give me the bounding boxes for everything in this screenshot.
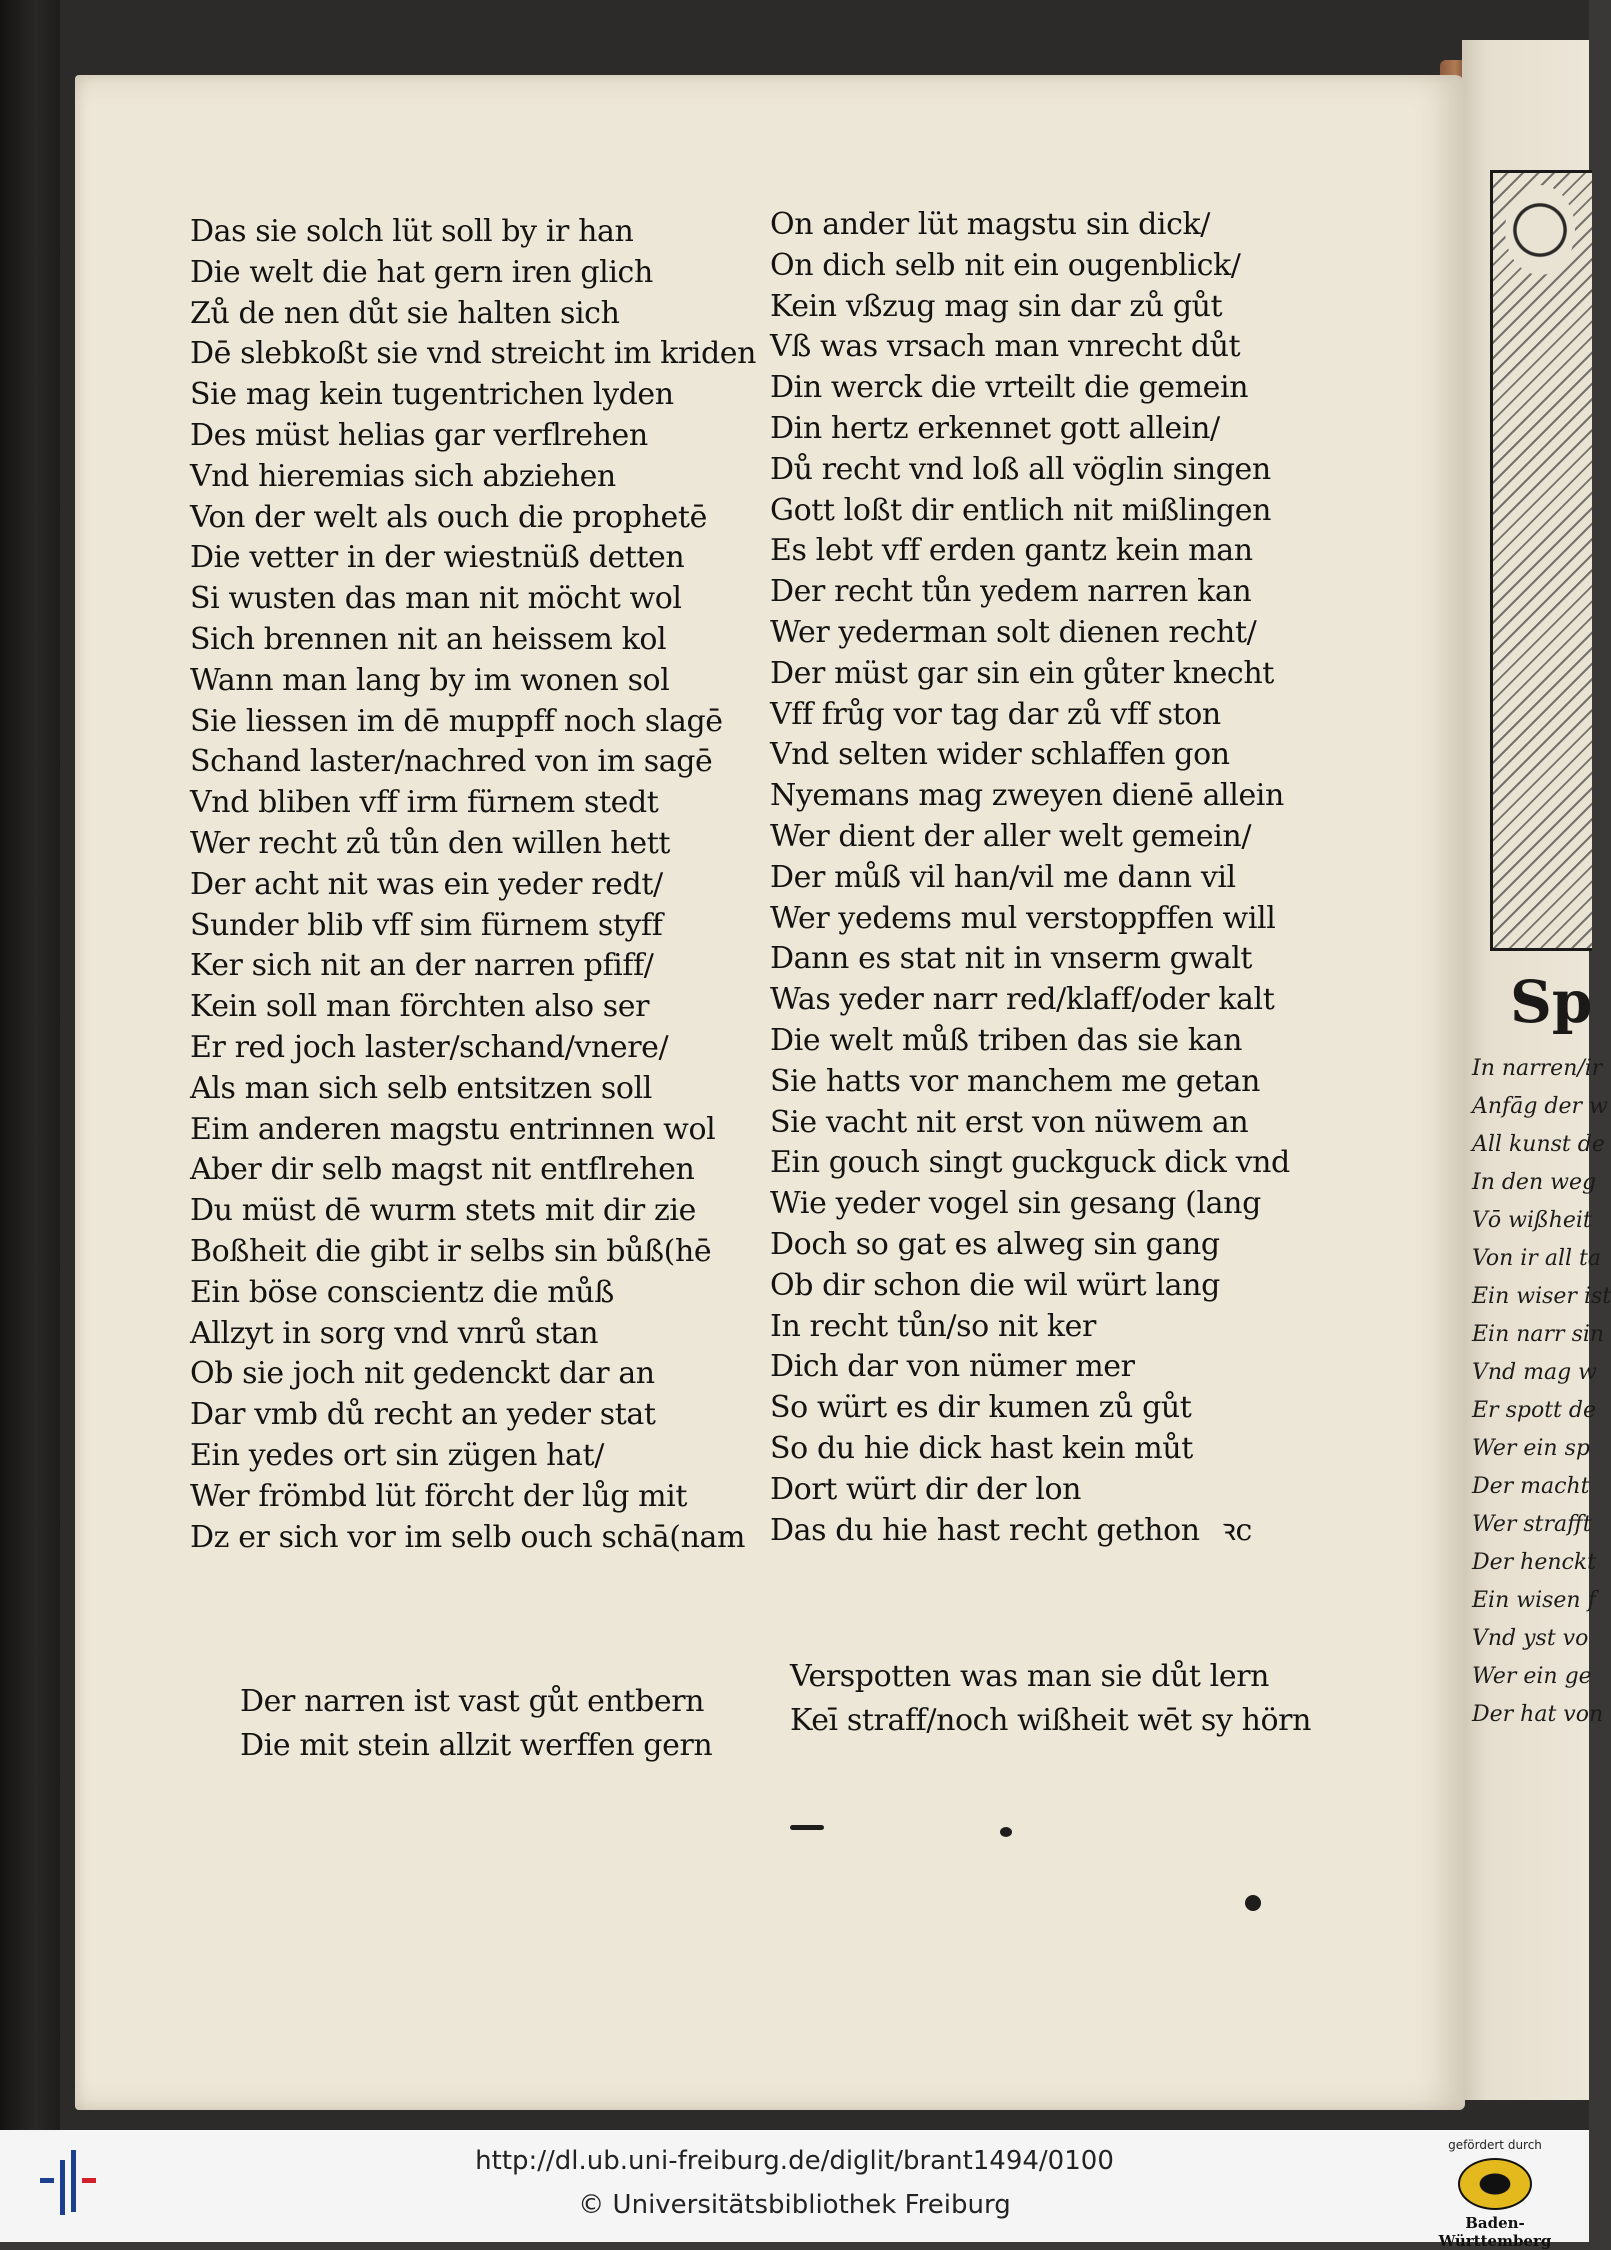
verse-line: In recht tůn/so nit ker	[770, 1308, 1096, 1344]
verse-line: Was yeder narr red/klaff/oder kalt	[770, 982, 1275, 1018]
verse-line: Der müst gar sin ein gůter knecht	[770, 655, 1274, 691]
verse-line: Ein böse conscientz die můß	[190, 1274, 614, 1310]
funder-name: Baden-Württemberg	[1438, 2214, 1552, 2250]
verse-line: Der acht nit was ein yeder redt/	[190, 866, 663, 902]
verse-line: Die welt můß triben das sie kan	[770, 1022, 1242, 1058]
verse-line: Sie mag kein tugentrichen lyden	[190, 377, 674, 413]
verse-line: Din hertz erkennet gott allein/	[770, 410, 1220, 446]
motto-line: Die mit stein allzit werffen gern	[240, 1728, 713, 1763]
verse-line: Die vetter in der wiestnüß detten	[190, 540, 685, 576]
motto-left	[240, 1680, 712, 1768]
verse-line: Der recht tůn yedem narren kan	[770, 574, 1252, 610]
verse-line: Din werck die vrteilt die gemein	[770, 370, 1249, 406]
verse-line: Sie liessen im dē muppff noch slagē	[190, 703, 723, 739]
ink-spot	[1245, 1895, 1261, 1911]
facing-page-line: Der henckt	[1472, 1550, 1597, 1575]
verse-line: Kein soll man förchten also ser	[190, 989, 650, 1025]
verse-line: Gott loßt dir entlich nit mißlingen	[770, 492, 1271, 528]
facing-page-line: Wer ein sp	[1472, 1436, 1590, 1461]
verse-line: Dar vmb dů recht an yeder stat	[190, 1397, 656, 1433]
verse-line: Von der welt als ouch die prophetē	[190, 499, 707, 535]
end-mark: ꝛc	[1221, 1512, 1252, 1548]
woodcut-illustration	[1490, 170, 1592, 951]
verse-line: Vß was vrsach man vnrecht důt	[770, 329, 1241, 365]
verse-line: Ob sie joch nit gedenckt dar an	[190, 1356, 655, 1392]
facing-page-line: Der macht	[1472, 1474, 1590, 1499]
verse-line-with-end-mark	[770, 1511, 1345, 1552]
verse-line: Es lebt vff erden gantz kein man	[770, 533, 1253, 569]
verse-line: Zů de nen důt sie halten sich	[190, 295, 620, 331]
copyright-text: © Universitätsbibliothek Freiburg	[578, 2190, 1011, 2220]
ink-mark	[1000, 1827, 1012, 1837]
verse-line: Sunder blib vff sim fürnem styff	[190, 907, 663, 943]
verse-line: Wie yeder vogel sin gesang (lang	[770, 1186, 1261, 1222]
verse-line: Dů recht vnd loß all vöglin singen	[770, 451, 1271, 487]
verse-line: Vnd bliben vff irm fürnem stedt	[190, 785, 659, 821]
verse-line: Ein gouch singt guckguck dick vnd	[770, 1145, 1290, 1181]
facing-page-heading: Sp	[1510, 968, 1593, 1036]
verse-line: Si wusten das man nit möcht wol	[190, 581, 682, 617]
right-text-column	[770, 205, 1345, 1551]
verse-line: Ob dir schon die wil würt lang	[770, 1267, 1220, 1303]
verse-line: Wer recht zů tůn den willen hett	[190, 825, 671, 861]
facing-page-line: All kunst de	[1472, 1132, 1605, 1157]
motto-right	[790, 1655, 1311, 1743]
verse-line: Das sie solch lüt soll by ir han	[190, 214, 634, 249]
verse-line: Doch so gat es alweg sin gang	[770, 1226, 1220, 1262]
verse-line: Wer frömbd lüt förcht der lůg mit	[190, 1478, 688, 1514]
facing-page-line: Von ir all ta	[1472, 1246, 1601, 1271]
verse-line: Dann es stat nit in vnserm gwalt	[770, 941, 1253, 977]
verse-line: Vnd selten wider schlaffen gon	[770, 737, 1230, 773]
funder-label: gefördert durch	[1448, 2138, 1542, 2152]
verse-line: Vnd hieremias sich abziehen	[190, 458, 616, 494]
book-binding	[0, 0, 60, 2130]
verse-line: Aber dir selb magst nit entflrehen	[190, 1152, 695, 1188]
verse-line: So würt es dir kumen zů gůt	[770, 1390, 1192, 1426]
verse-line: Des müst helias gar verflrehen	[190, 417, 648, 453]
verse-line: Schand laster/nachred von im sagē	[190, 744, 713, 780]
facing-page-line: In narren/ir	[1472, 1056, 1603, 1081]
verse-line: Sie vacht nit erst von nüwem an	[770, 1104, 1249, 1140]
viewer-footer	[0, 2130, 1589, 2250]
verse-line: Dz er sich vor im selb ouch schā(nam	[190, 1519, 746, 1555]
verse-line: Die welt die hat gern iren glich	[190, 254, 653, 290]
facing-page-line: Vnd yst vo	[1472, 1626, 1589, 1651]
verse-line: Wer yedems mul verstoppffen will	[770, 900, 1276, 936]
verse-line: Nyemans mag zweyen dienē allein	[770, 778, 1284, 814]
facing-page-line: Vō wißheit	[1472, 1208, 1592, 1233]
verse-line: Kein vßzug mag sin dar zů gůt	[770, 288, 1223, 324]
verse-line-text: Das du hie hast recht gethon	[770, 1512, 1200, 1548]
facing-page-line: Wer strafft	[1472, 1512, 1592, 1537]
verse-line: Dich dar von nümer mer	[770, 1349, 1135, 1385]
funder-block	[1420, 2138, 1570, 2250]
facing-page-line: Anfāg der w	[1472, 1094, 1608, 1119]
facing-page-line: Vnd mag w	[1472, 1360, 1598, 1385]
verse-line: Wann man lang by im wonen sol	[190, 662, 670, 698]
verse-line: So du hie dick hast kein můt	[770, 1430, 1193, 1466]
left-text-column	[190, 212, 780, 1558]
facing-page-lines	[1472, 1050, 1611, 1734]
permalink-url[interactable]: http://dl.ub.uni-freiburg.de/diglit/brant1494/0100	[475, 2146, 1114, 2176]
verse-line: Sie hatts vor manchem me getan	[770, 1063, 1261, 1099]
facing-page-line: Ein narr sin	[1472, 1322, 1605, 1347]
baden-wuerttemberg-crest-icon	[1458, 2158, 1532, 2210]
verse-line: Wer dient der aller welt gemein/	[770, 818, 1252, 854]
verse-line: Sich brennen nit an heissem kol	[190, 621, 667, 657]
verse-line: Dort würt dir der lon	[770, 1471, 1082, 1507]
verse-line: Vff frůg vor tag dar zů vff ston	[770, 696, 1221, 732]
motto-line: Verspotten was man sie důt lern	[790, 1659, 1270, 1694]
verse-line: Eim anderen magstu entrinnen wol	[190, 1111, 716, 1147]
verse-line: On dich selb nit ein ougenblick/	[770, 247, 1241, 283]
verse-line: Allzyt in sorg vnd vnrů stan	[190, 1315, 599, 1351]
verse-line: Du müst dē wurm stets mit dir zie	[190, 1193, 696, 1229]
facing-page-line: Der hat von	[1472, 1702, 1604, 1727]
facing-page-line: Er spott de	[1472, 1398, 1596, 1423]
facing-page-line: Wer ein ge	[1472, 1664, 1592, 1689]
motto-line: Der narren ist vast gůt entbern	[240, 1684, 705, 1719]
motto-line: Keī straff/noch wißheit wēt sy hörn	[790, 1703, 1312, 1738]
sun-motif	[1505, 185, 1575, 275]
verse-line: Der můß vil han/vil me dann vil	[770, 859, 1236, 895]
verse-line: Als man sich selb entsitzen soll	[190, 1070, 652, 1106]
facing-page-line: In den weg	[1472, 1170, 1597, 1195]
facing-page-line: Ein wiser ist	[1472, 1284, 1611, 1309]
verse-line: Er red joch laster/schand/vnere/	[190, 1029, 669, 1065]
verse-line: Boßheit die gibt ir selbs sin bůß(hē	[190, 1233, 712, 1269]
facing-page-line: Ein wisen f	[1472, 1588, 1596, 1613]
verse-line: Dē slebkoßt sie vnd streicht im kriden	[190, 336, 757, 372]
ink-mark	[790, 1825, 824, 1830]
verse-line: Wer yederman solt dienen recht/	[770, 614, 1257, 650]
verse-line: On ander lüt magstu sin dick/	[770, 207, 1210, 242]
verse-line: Ker sich nit an der narren pfiff/	[190, 948, 654, 984]
verse-line: Ein yedes ort sin zügen hat/	[190, 1437, 604, 1473]
